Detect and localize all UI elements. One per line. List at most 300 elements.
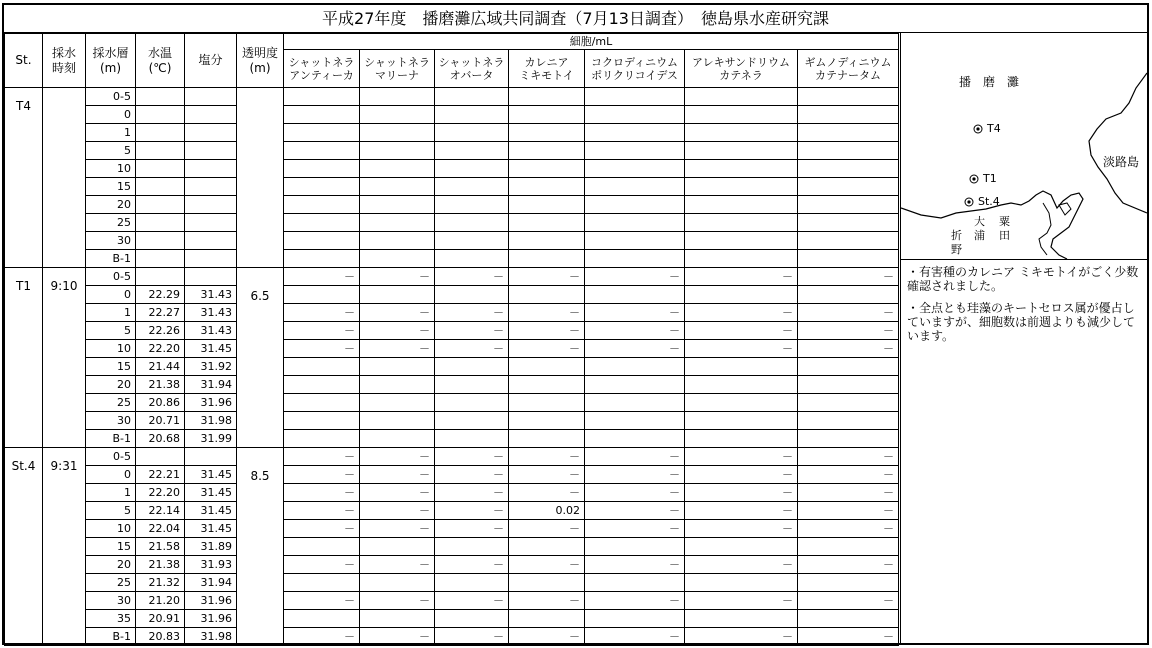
- cell-count: －: [509, 466, 585, 484]
- salinity-cell: [185, 124, 237, 142]
- sampling-time: 9:31: [43, 448, 86, 646]
- station-name: T4: [5, 88, 43, 268]
- header-species: コクロディニウム ポリクリコイデス: [585, 50, 685, 88]
- cell-count: －: [585, 304, 685, 322]
- cell-count: －: [509, 268, 585, 286]
- cell-count: [685, 214, 798, 232]
- cell-count: [798, 250, 899, 268]
- cell-count: [284, 196, 360, 214]
- cell-count: [798, 106, 899, 124]
- salinity-cell: [185, 214, 237, 232]
- temp-cell: [136, 88, 185, 106]
- cell-count: －: [798, 340, 899, 358]
- cell-count: [685, 196, 798, 214]
- salinity-cell: 31.99: [185, 430, 237, 448]
- report-sheet: [2, 3, 1149, 645]
- header-station: St.: [5, 34, 43, 88]
- temp-cell: 21.44: [136, 358, 185, 376]
- cell-count: [284, 538, 360, 556]
- header-depth: 採水層 (m): [86, 34, 136, 88]
- temp-cell: [136, 448, 185, 466]
- cell-count: －: [585, 592, 685, 610]
- cell-count: －: [798, 520, 899, 538]
- cell-count: [435, 124, 509, 142]
- cell-count: [360, 358, 435, 376]
- header-species: シャットネラ アンティーカ: [284, 50, 360, 88]
- cell-count: [685, 574, 798, 592]
- cell-count: [798, 286, 899, 304]
- temp-cell: 22.27: [136, 304, 185, 322]
- cell-count: [585, 358, 685, 376]
- cell-count: [435, 88, 509, 106]
- cell-count: －: [798, 592, 899, 610]
- cell-count: －: [435, 484, 509, 502]
- temp-cell: 21.58: [136, 538, 185, 556]
- cell-count: [509, 412, 585, 430]
- temp-cell: [136, 142, 185, 160]
- side-panel: [900, 33, 1147, 643]
- header-species: アレキサンドリウム カテネラ: [685, 50, 798, 88]
- cell-count: －: [585, 448, 685, 466]
- cell-count: [284, 574, 360, 592]
- temp-cell: [136, 196, 185, 214]
- cell-count: －: [798, 556, 899, 574]
- cell-count: [284, 142, 360, 160]
- t4-label: T4: [987, 122, 1001, 135]
- place-label: 大: [974, 215, 985, 228]
- cell-count: －: [685, 502, 798, 520]
- st4-label: St.4: [978, 195, 1000, 208]
- cell-count: －: [685, 520, 798, 538]
- cell-count: [360, 88, 435, 106]
- temp-cell: 22.20: [136, 484, 185, 502]
- cell-count: －: [585, 268, 685, 286]
- temp-cell: [136, 178, 185, 196]
- cell-count: [360, 394, 435, 412]
- depth-cell: 1: [86, 484, 136, 502]
- cell-count: [509, 250, 585, 268]
- island-label: 淡路島: [1103, 155, 1140, 169]
- cell-count: －: [685, 322, 798, 340]
- place-label: 粟: [999, 215, 1010, 228]
- salinity-cell: 31.98: [185, 412, 237, 430]
- transparency-value: 6.5: [237, 268, 284, 448]
- cell-count: [284, 232, 360, 250]
- cell-count: [585, 178, 685, 196]
- salinity-cell: 31.45: [185, 340, 237, 358]
- cell-count: －: [284, 628, 360, 646]
- cell-count: [585, 232, 685, 250]
- cell-count: －: [360, 484, 435, 502]
- depth-cell: 35: [86, 610, 136, 628]
- cell-count: [585, 160, 685, 178]
- note-item: ・全点とも珪藻のキートセロス属が優占していますが、細胞数は前週よりも減少しています。: [907, 301, 1136, 343]
- cell-count: [284, 124, 360, 142]
- table-row: [5, 286, 899, 304]
- cell-count: [360, 574, 435, 592]
- temp-cell: 22.26: [136, 322, 185, 340]
- table-row: [5, 160, 899, 178]
- station-map: [901, 33, 1147, 260]
- cell-count: －: [585, 556, 685, 574]
- cell-count: [284, 430, 360, 448]
- temp-cell: [136, 250, 185, 268]
- temp-cell: [136, 106, 185, 124]
- sea-label: 播 磨 灘: [959, 75, 1020, 89]
- salinity-cell: 31.45: [185, 484, 237, 502]
- place-label: 野: [951, 243, 962, 256]
- cell-count: －: [435, 628, 509, 646]
- cell-count: [435, 178, 509, 196]
- depth-cell: 5: [86, 142, 136, 160]
- depth-cell: 30: [86, 232, 136, 250]
- cell-count: [284, 88, 360, 106]
- table-row: [5, 88, 899, 106]
- cell-count: [585, 88, 685, 106]
- cell-count: [284, 160, 360, 178]
- cell-count: [685, 178, 798, 196]
- cell-count: [585, 394, 685, 412]
- cell-count: －: [435, 448, 509, 466]
- table-row: [5, 484, 899, 502]
- cell-count: [798, 574, 899, 592]
- cell-count: [685, 286, 798, 304]
- cell-count: －: [798, 502, 899, 520]
- table-row: [5, 520, 899, 538]
- cell-count: [509, 106, 585, 124]
- cell-count: －: [685, 448, 798, 466]
- place-label: 浦: [974, 229, 985, 242]
- depth-cell: 20: [86, 376, 136, 394]
- cell-count: [435, 430, 509, 448]
- cell-count: [509, 394, 585, 412]
- cell-count: [509, 286, 585, 304]
- salinity-cell: [185, 250, 237, 268]
- cell-count: －: [284, 322, 360, 340]
- cell-count: －: [509, 556, 585, 574]
- cell-count: [509, 610, 585, 628]
- cell-count: [435, 160, 509, 178]
- salinity-cell: [185, 232, 237, 250]
- cell-count: [685, 142, 798, 160]
- salinity-cell: [185, 142, 237, 160]
- cell-count: －: [284, 340, 360, 358]
- salinity-cell: 31.96: [185, 610, 237, 628]
- salinity-cell: [185, 196, 237, 214]
- cell-count: －: [284, 592, 360, 610]
- depth-cell: 0: [86, 106, 136, 124]
- cell-count: [685, 412, 798, 430]
- cell-count: －: [509, 484, 585, 502]
- table-row: [5, 322, 899, 340]
- cell-count: [585, 610, 685, 628]
- depth-cell: 1: [86, 124, 136, 142]
- cell-count: [685, 250, 798, 268]
- cell-count: [509, 160, 585, 178]
- table-row: [5, 358, 899, 376]
- cell-count: －: [360, 520, 435, 538]
- cell-count: －: [798, 484, 899, 502]
- cell-count: [585, 106, 685, 124]
- cell-count: [685, 394, 798, 412]
- salinity-cell: [185, 88, 237, 106]
- cell-count: －: [360, 592, 435, 610]
- station-name: St.4: [5, 448, 43, 646]
- salinity-cell: 31.96: [185, 592, 237, 610]
- table-row: [5, 556, 899, 574]
- cell-count: [509, 430, 585, 448]
- depth-cell: 5: [86, 502, 136, 520]
- cell-count: －: [284, 556, 360, 574]
- cell-count: －: [284, 304, 360, 322]
- cell-count: [585, 574, 685, 592]
- cell-count: [585, 142, 685, 160]
- salinity-cell: [185, 160, 237, 178]
- header-time: 採水 時刻: [43, 34, 86, 88]
- cell-count: [435, 106, 509, 124]
- cell-count: －: [435, 466, 509, 484]
- cell-count: [585, 250, 685, 268]
- temp-cell: 20.91: [136, 610, 185, 628]
- cell-count: －: [435, 322, 509, 340]
- cell-count: －: [360, 268, 435, 286]
- cell-count: [798, 124, 899, 142]
- salinity-cell: [185, 178, 237, 196]
- cell-count: [360, 376, 435, 394]
- salinity-cell: 31.89: [185, 538, 237, 556]
- cell-count: [798, 142, 899, 160]
- cell-count: [509, 214, 585, 232]
- cell-count: [685, 88, 798, 106]
- cell-count: [585, 538, 685, 556]
- temp-cell: 21.38: [136, 556, 185, 574]
- cell-count: －: [435, 520, 509, 538]
- table-row: [5, 214, 899, 232]
- cell-count: [360, 142, 435, 160]
- table-row: [5, 448, 899, 466]
- cell-count: [798, 538, 899, 556]
- cell-count: －: [284, 484, 360, 502]
- cell-count: [360, 286, 435, 304]
- depth-cell: 10: [86, 340, 136, 358]
- cell-count: [509, 142, 585, 160]
- cell-count: [685, 358, 798, 376]
- depth-cell: 1: [86, 304, 136, 322]
- cell-count: [685, 124, 798, 142]
- header-cells: 細胞/mL: [284, 34, 899, 50]
- cell-count: －: [284, 520, 360, 538]
- temp-cell: 21.38: [136, 376, 185, 394]
- salinity-cell: 31.94: [185, 574, 237, 592]
- temp-cell: 22.20: [136, 340, 185, 358]
- cell-count: [435, 142, 509, 160]
- cell-count: －: [435, 502, 509, 520]
- depth-cell: 30: [86, 412, 136, 430]
- cell-count: [360, 106, 435, 124]
- cell-count: [798, 88, 899, 106]
- header-species: カレニア ミキモトイ: [509, 50, 585, 88]
- temp-cell: 20.71: [136, 412, 185, 430]
- temp-cell: 21.20: [136, 592, 185, 610]
- cell-count: [360, 610, 435, 628]
- cell-count: [509, 538, 585, 556]
- temp-cell: 22.14: [136, 502, 185, 520]
- cell-count: [509, 196, 585, 214]
- depth-cell: 0-5: [86, 88, 136, 106]
- header-salinity: 塩分: [185, 34, 237, 88]
- temp-cell: 20.86: [136, 394, 185, 412]
- cell-count: －: [685, 466, 798, 484]
- cell-count: [284, 106, 360, 124]
- cell-count: [435, 538, 509, 556]
- table-row: [5, 628, 899, 646]
- cell-count: [509, 376, 585, 394]
- cell-count: [685, 430, 798, 448]
- table-row: [5, 574, 899, 592]
- depth-cell: B-1: [86, 250, 136, 268]
- depth-cell: 0: [86, 466, 136, 484]
- salinity-cell: 31.93: [185, 556, 237, 574]
- cell-count: －: [685, 556, 798, 574]
- cell-count: [284, 178, 360, 196]
- cell-count: －: [585, 502, 685, 520]
- cell-count: －: [585, 484, 685, 502]
- cell-count: [509, 358, 585, 376]
- table-row: [5, 304, 899, 322]
- cell-count: －: [798, 304, 899, 322]
- cell-count: [585, 124, 685, 142]
- cell-count: －: [435, 268, 509, 286]
- cell-count: [685, 160, 798, 178]
- salinity-cell: 31.98: [185, 628, 237, 646]
- cell-count: [798, 376, 899, 394]
- cell-count: [585, 430, 685, 448]
- depth-cell: 0: [86, 286, 136, 304]
- cell-count: －: [284, 268, 360, 286]
- cell-count: [509, 178, 585, 196]
- salinity-cell: [185, 106, 237, 124]
- depth-cell: 25: [86, 394, 136, 412]
- note-item: ・有害種のカレニア ミキモトイがごく少数確認されました。: [907, 265, 1139, 293]
- depth-cell: 20: [86, 556, 136, 574]
- cell-count: －: [360, 304, 435, 322]
- shikoku-inner-coast: [1039, 203, 1051, 255]
- cell-count: [509, 88, 585, 106]
- sampling-time: [43, 88, 86, 268]
- cell-count: [798, 178, 899, 196]
- cell-count: [509, 574, 585, 592]
- river-mouth: [1059, 203, 1071, 215]
- cell-count: －: [685, 304, 798, 322]
- header-species: シャットネラ マリーナ: [360, 50, 435, 88]
- salinity-cell: 31.96: [185, 394, 237, 412]
- table-row: [5, 142, 899, 160]
- cell-count: －: [360, 466, 435, 484]
- table-row: [5, 340, 899, 358]
- cell-count: －: [585, 322, 685, 340]
- cell-count: [284, 394, 360, 412]
- cell-count: [284, 412, 360, 430]
- table-row: [5, 592, 899, 610]
- cell-count: [435, 412, 509, 430]
- table-row: [5, 466, 899, 484]
- cell-count: [284, 610, 360, 628]
- report-title: 平成27年度 播磨灘広域共同調査（7月13日調査） 徳島県水産研究課: [4, 5, 1147, 33]
- temp-cell: [136, 214, 185, 232]
- table-body: [5, 88, 899, 646]
- cell-count: －: [685, 268, 798, 286]
- temp-cell: [136, 124, 185, 142]
- table-row: [5, 106, 899, 124]
- cell-count: －: [798, 322, 899, 340]
- depth-cell: 20: [86, 196, 136, 214]
- cell-count: [360, 214, 435, 232]
- cell-count: [435, 358, 509, 376]
- cell-count: [798, 610, 899, 628]
- cell-count: [585, 286, 685, 304]
- cell-count: －: [360, 448, 435, 466]
- cell-count: －: [685, 628, 798, 646]
- cell-count: －: [685, 592, 798, 610]
- cell-count: [509, 124, 585, 142]
- depth-cell: 15: [86, 358, 136, 376]
- depth-cell: 0-5: [86, 268, 136, 286]
- cell-count: [435, 574, 509, 592]
- table-row: [5, 430, 899, 448]
- cell-count: [798, 160, 899, 178]
- salinity-cell: 31.92: [185, 358, 237, 376]
- cell-count: －: [798, 466, 899, 484]
- table-row: [5, 232, 899, 250]
- cell-count: －: [509, 628, 585, 646]
- transparency-value: 8.5: [237, 448, 284, 646]
- cell-count: －: [509, 340, 585, 358]
- cell-count: [685, 376, 798, 394]
- cell-count: －: [360, 322, 435, 340]
- depth-cell: 25: [86, 214, 136, 232]
- cell-count: [435, 610, 509, 628]
- temp-cell: 20.68: [136, 430, 185, 448]
- survey-table: [4, 33, 899, 646]
- table-row: [5, 178, 899, 196]
- cell-count: [685, 538, 798, 556]
- cell-count: －: [360, 628, 435, 646]
- depth-cell: 10: [86, 160, 136, 178]
- cell-count: [435, 394, 509, 412]
- cell-count: －: [685, 340, 798, 358]
- cell-count: －: [509, 322, 585, 340]
- cell-count: －: [798, 448, 899, 466]
- cell-count: [435, 214, 509, 232]
- awaji-island-coast: [1089, 73, 1147, 213]
- temp-cell: [136, 160, 185, 178]
- table-row: [5, 538, 899, 556]
- salinity-cell: [185, 448, 237, 466]
- cell-count: [360, 250, 435, 268]
- cell-count: [360, 538, 435, 556]
- depth-cell: 0-5: [86, 448, 136, 466]
- cell-count: [284, 250, 360, 268]
- cell-count: [284, 214, 360, 232]
- cell-count: －: [509, 592, 585, 610]
- cell-count: －: [360, 556, 435, 574]
- salinity-cell: 31.94: [185, 376, 237, 394]
- temp-cell: [136, 232, 185, 250]
- table-row: [5, 268, 899, 286]
- table-row: [5, 394, 899, 412]
- header-temp: 水温 (℃): [136, 34, 185, 88]
- cell-count: －: [284, 502, 360, 520]
